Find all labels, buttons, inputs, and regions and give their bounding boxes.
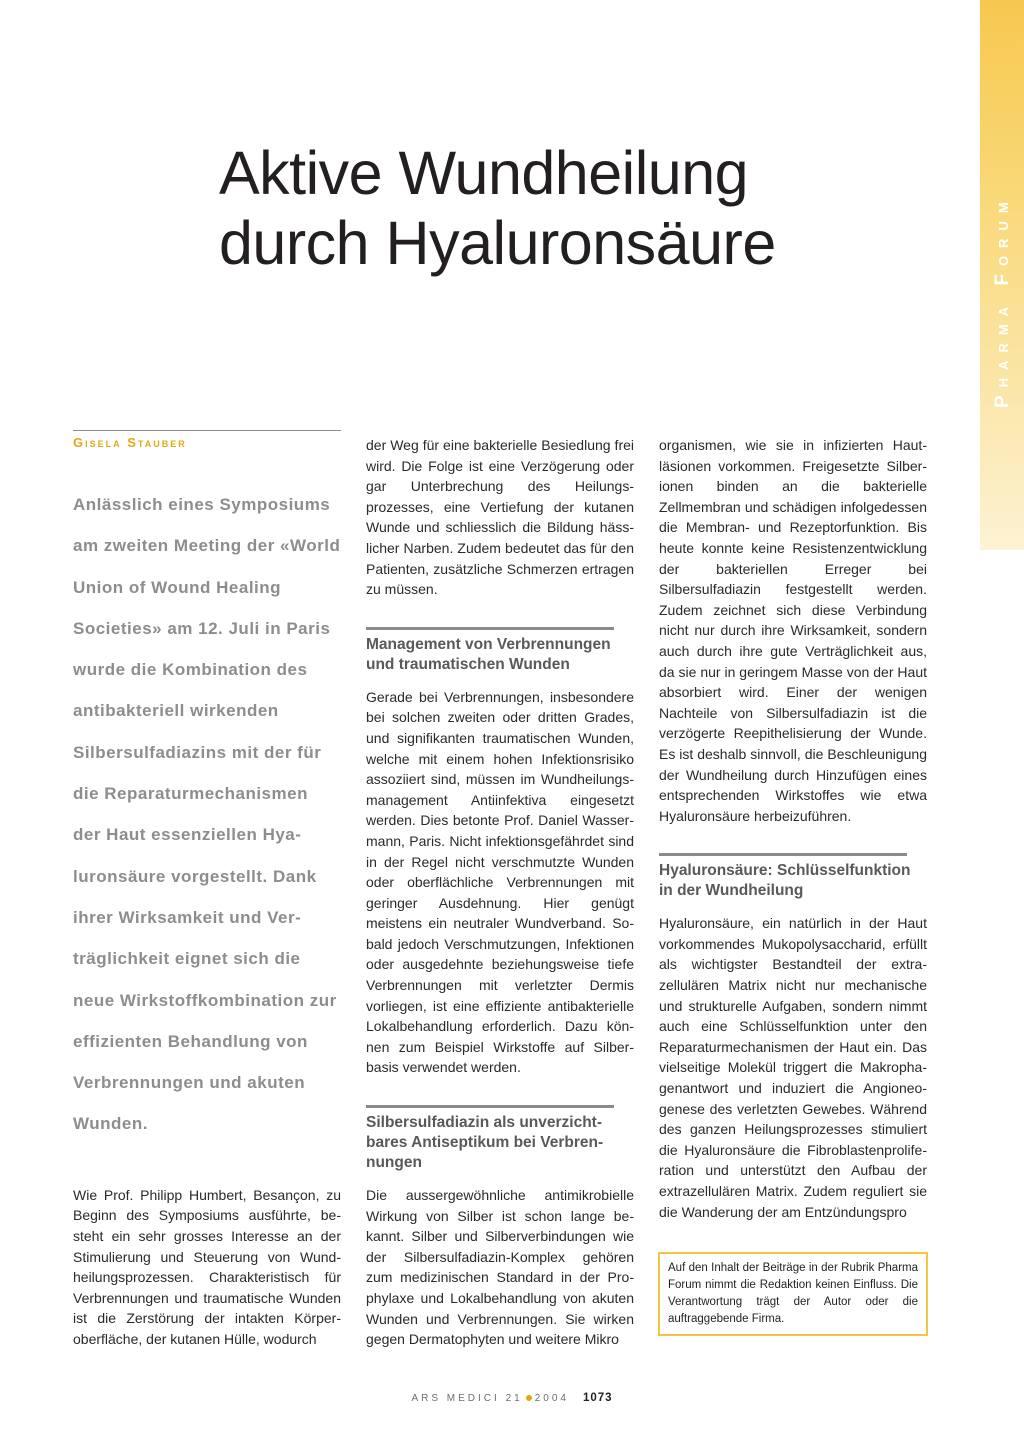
page-number: 1073 [582,1392,613,1404]
section-heading: Silbersulfadiazin als unverzichtbares Antiseptikum bei Verbrennungen [366,1114,604,1172]
section-divider [366,1105,614,1108]
body-paragraph: organismen, wie sie in infizierten Hautläsionen vorkommen. Freigesetzte Silberionen binden an die bakterielle Zellmembran und schädigen infolgedessen die Membran- und Rezeptorfunktion. Bis heute konnte keine Resistenzentwicklung der bakteriellen Erreger bei Silbersulfadiazin festgestellt werden. Zudem zeichnet sich diese Verbindung nicht nur durch ihre Wirksamkeit, sondern auch durch ihre gute Verträglichkeit aus, da sie nur in geringem Masse von der Haut absorbiert wird. Einer der wenigen Nachteile von Silbersulfadiazin ist die verzögerte Reepithelisierung der Wunde. Es ist deshalb sinnvoll, die Beschleunigung der Wundheilung durch Hinzufügen eines entsprechenden Wirkstoffes wie etwa Hyaluronsäure herbeizuführen. [659,437,927,824]
body-paragraph: Gerade bei Verbrennungen, insbesondere bei solchen zweiten oder dritten Grades, und signifikanten traumatischen Wunden, welche mit einem hohen Infektionsrisiko assoziiert sind, müssen im Wundheilungsmanagement Antiinfektiva eingesetzt werden. Dies betonte Prof. Daniel Wassermann, Paris. Nicht infektionsgefährdet sind in der Regel nicht verschmutzte Wunden oder oberflächliche Verbrennungen mit geringer Ausdehnung. Hier genügt meistens ein neutraler Wundverband. Sobald jedoch Verschmutzungen, Infektionen oder ausgedehnte beziehungsweise tiefe Verbrennungen mit verletzter Dermis vorliegen, ist eine effiziente antibakterielle Lokalbehandlung erforderlich. Dazu können zum Beispiel Wirkstoffe auf Silberbasis verwendet werden. [366,688,634,1076]
title-line-2: durch Hyaluronsäure [219,209,776,277]
column-1 [73,430,341,1350]
bullet-dot-icon [526,1395,532,1401]
article-title [219,138,959,278]
section-label: Pharma Forum [992,194,1013,408]
section-management [366,627,634,1078]
section-divider [366,627,614,630]
section-silbersulfadiazin [366,1105,634,1350]
section-hyaluronsaeure [659,853,927,1222]
title-line-1: Aktive Wundheilung [219,139,749,207]
journal-year: 2004 [534,1393,569,1404]
column-2 [366,435,634,1350]
section-divider [659,853,907,856]
body-paragraph: Hyaluronsäure, ein natürlich in der Haut vorkommendes Mukopolysaccharid, erfüllt als wichtigster Bestandteil der extrazellulären Matrix nicht nur mechanische und strukturelle Aufgaben, sondern nimmt auch eine Schlüsselfunktion unter den Reparaturmechanismen der Haut ein. Das vielseitige Molekül triggert die Makrophagenantwort und induziert die Angioneogenese des verletzten Gewebes. Während des ganzen Heilungsprozesses stimuliert die Hyaluronsäure die Fibroblastenproliferation und unterstützt den Aufbau der extrazellulären Matrix. Zudem reguliert sie die Wanderung der am Entzündungspro [659,915,927,1220]
lead-paragraph: Anlässlich eines Symposiums am zweiten Meeting der «World Union of Wound Healing Societies» am 12. Juli in Paris wurde die Kombination des antibakteriell wirkenden Silbersulfadiazins mit der für die Reparaturmechanismen der Haut essenziellen Hyaluronsäure vorgestellt. Dank ihrer Wirksamkeit und Verträglichkeit eignet sich die neue Wirkstoffkombination zur effizienten Behandlung von Verbrennungen und akuten Wunden. [73,495,341,1134]
author-divider [73,430,341,431]
author-name: Gisela Stauber [73,435,187,450]
body-paragraph: Wie Prof. Philipp Humbert, Besançon, zu Beginn des Symposiums ausführte, besteht ein sehr grosses Interesse an der Stimulierung und Steuerung von Wundheilungsprozessen. Charakteristisch für Verbrennungen und traumatische Wunden ist die Zerstörung der intakten Körperoberfläche, der kutanen Hülle, wodurch [73,1186,341,1347]
journal-name: ARS MEDICI 21 [411,1393,523,1404]
section-heading: Management von Verbrennungen und traumatischen Wunden [366,635,611,673]
disclaimer-box: Auf den Inhalt der Beiträge in der Rubrik Pharma Forum nimmt die Redaktion keinen Einfluss. Die Verantwortung trägt der Autor oder die auftraggebende Firma. [658,1252,928,1336]
page-footer [0,1392,1024,1404]
section-side-tab [980,0,1024,550]
section-heading: Hyaluronsäure: Schlüsselfunktion in der Wundheilung [659,862,911,900]
column-3 [659,435,927,1222]
body-paragraph: Die aussergewöhnliche antimikrobielle Wirkung von Silber ist schon lange bekannt. Silber und Silberverbindungen wie der Silbersulfadiazin-Komplex gehören zum medizinischen Standard in der Prophylaxe und Lokalbehandlung von akuten Wunden und Verbrennungen. Sie wirken gegen Dermatophyten und weitere Mikro [366,1187,634,1348]
body-paragraph: der Weg für eine bakterielle Besiedlung frei wird. Die Folge ist eine Verzögerung oder gar Unterbrechung des Heilungsprozesses, eine Vertiefung der kutanen Wunde und schliesslich die Bildung hässlicher Narben. Zudem bedeutet das für den Patienten, zusätzliche Schmerzen ertragen zu müssen. [366,437,634,598]
